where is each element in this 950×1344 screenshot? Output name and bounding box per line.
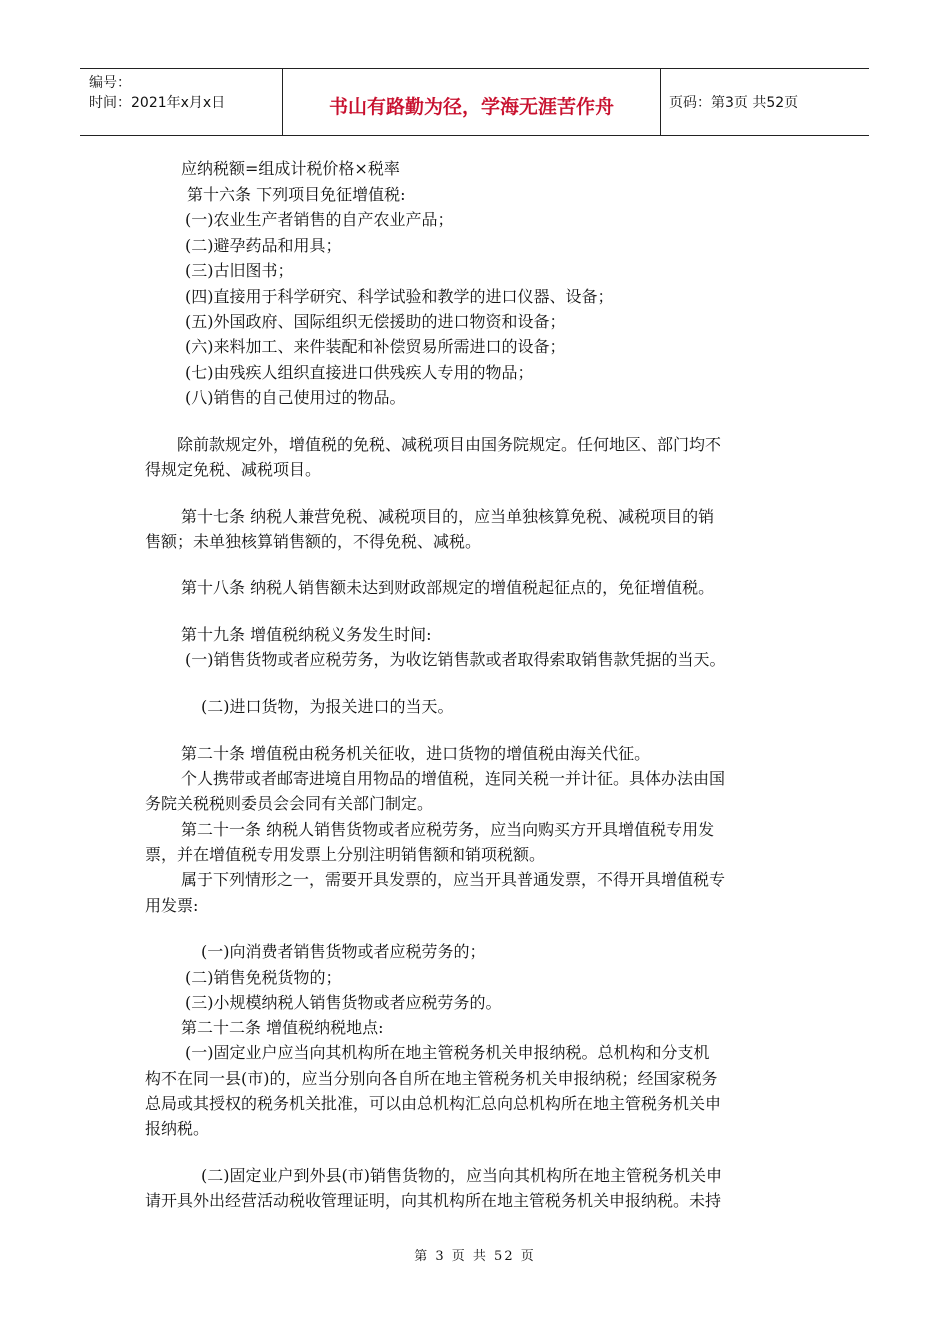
body-line: (三)小规模纳税人销售货物或者应税劳务的。 [185, 993, 502, 1012]
body-line: 应纳税额=组成计税价格×税率 [181, 159, 400, 178]
body-line: (二)进口货物，为报关进口的当天。 [201, 697, 454, 716]
body-line: (二)避孕药品和用具； [185, 236, 342, 255]
body-line: (一)销售货物或者应税劳务，为收讫销售款或者取得索取销售款凭据的当天。 [185, 650, 726, 669]
body-line: (四)直接用于科学研究、科学试验和教学的进口仪器、设备； [185, 287, 614, 306]
body-line: 第十六条 下列项目免征增值税: [187, 185, 406, 204]
body-line: 第十九条 增值税纳税义务发生时间: [181, 625, 432, 644]
body-line: 属于下列情形之一，需要开具发票的，应当开具普通发票，不得开具增值税专 [181, 870, 726, 889]
body-line: 构不在同一县(市)的，应当分别向各自所在地主管税务机关申报纳税；经国家税务 [145, 1069, 718, 1088]
body-line: 第二十条 增值税由税务机关征收，进口货物的增值税由海关代征。 [181, 744, 651, 763]
body-line: (一)固定业户应当向其机构所在地主管税务机关申报纳税。总机构和分支机 [185, 1043, 710, 1062]
page-header [80, 68, 869, 136]
body-line: 个人携带或者邮寄进境自用物品的增值税，连同关税一并计征。具体办法由国 [181, 769, 726, 788]
body-line: (五)外国政府、国际组织无偿援助的进口物资和设备； [185, 312, 566, 331]
body-line: 票，并在增值税专用发票上分别注明销售额和销项税额。 [145, 845, 546, 864]
body-line: 报纳税。 [145, 1119, 210, 1138]
body-line: 除前款规定外，增值税的免税、减税项目由国务院规定。任何地区、部门均不 [177, 435, 722, 454]
body-line: (一)向消费者销售货物或者应税劳务的； [201, 942, 486, 961]
body-line: (二)销售免税货物的； [185, 968, 342, 987]
header-motto: 书山有路勤为径，学海无涯苦作舟 [283, 69, 661, 135]
body-line: (二)固定业户到外县(市)销售货物的，应当向其机构所在地主管税务机关申 [201, 1166, 722, 1185]
body-line: 用发票: [145, 896, 199, 915]
body-line: 第二十二条 增值税纳税地点: [181, 1018, 384, 1037]
header-meta-cell [80, 69, 283, 135]
serial-number-label: 编号： [89, 75, 131, 91]
body-line: (三)古旧图书； [185, 261, 294, 280]
date-label: 时间：2021年x月x日 [89, 95, 226, 111]
body-line: (八)销售的自己使用过的物品。 [185, 388, 406, 407]
body-line: 第二十一条 纳税人销售货物或者应税劳务，应当向购买方开具增值税专用发 [181, 820, 715, 839]
body-line: 第十八条 纳税人销售额未达到财政部规定的增值税起征点的，免征增值税。 [181, 578, 715, 597]
body-line: 得规定免税、减税项目。 [145, 460, 322, 479]
body-line: (一)农业生产者销售的自产农业产品； [185, 210, 454, 229]
body-line: 售额；未单独核算销售额的，不得免税、减税。 [145, 532, 482, 551]
body-line: 务院关税税则委员会会同有关部门制定。 [145, 794, 434, 813]
body-line: 请开具外出经营活动税收管理证明，向其机构所在地主管税务机关申报纳税。未持 [145, 1191, 722, 1210]
body-line: 第十七条 纳税人兼营免税、减税项目的，应当单独核算免税、减税项目的销 [181, 507, 715, 526]
header-page-info: 页码：第3页 共52页 [669, 95, 799, 111]
page-footer: 第 3 页 共 52 页 [414, 1249, 536, 1264]
body-line: (七)由残疾人组织直接进口供残疾人专用的物品； [185, 363, 534, 382]
body-line: (六)来料加工、来件装配和补偿贸易所需进口的设备； [185, 337, 566, 356]
body-line: 总局或其授权的税务机关批准，可以由总机构汇总向总机构所在地主管税务机关申 [145, 1094, 722, 1113]
